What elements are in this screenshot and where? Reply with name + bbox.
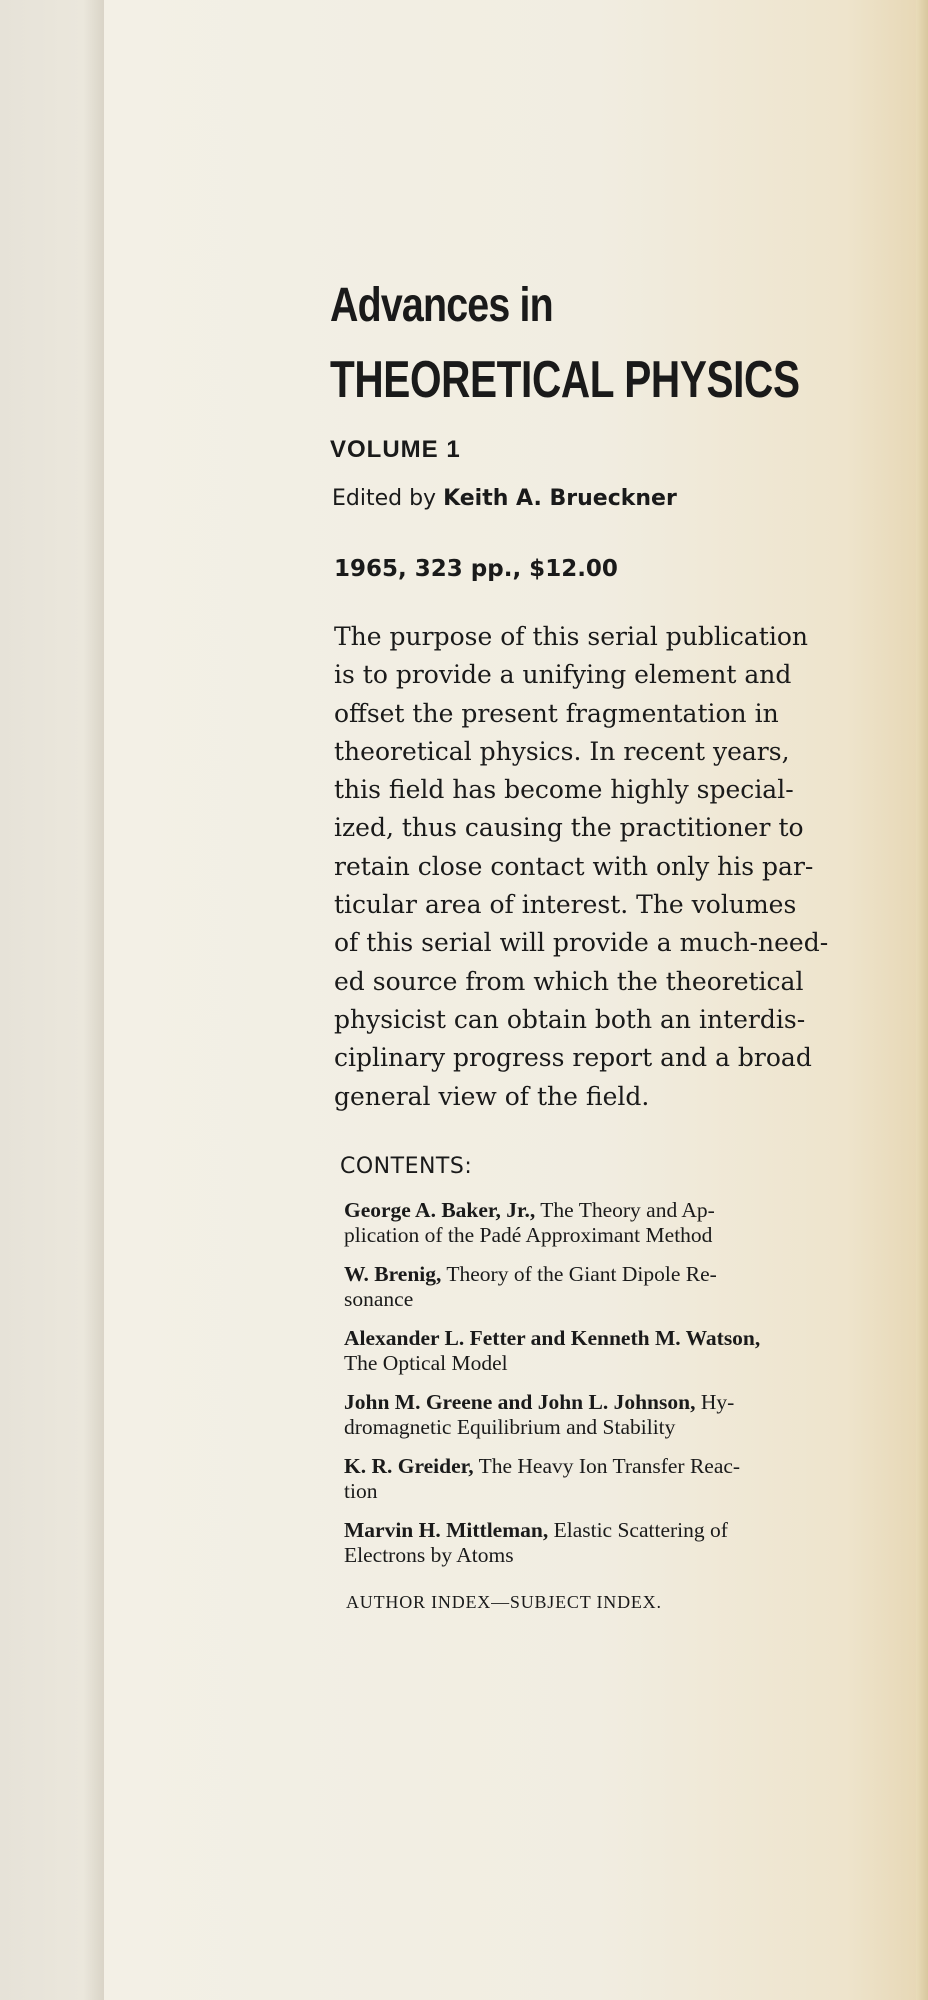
contents-entry-first-line (344, 1518, 928, 1543)
description-line: offset the present fragmentation in (334, 698, 779, 728)
contents-entry-continuation: dromagnetic Equilibrium and Stability (344, 1415, 676, 1439)
contents-entry-author: George A. Baker, Jr., (344, 1198, 536, 1222)
contents-entry (344, 1326, 928, 1376)
book-page (104, 0, 928, 2000)
contents-entry-first-line (344, 1454, 928, 1479)
contents-entry-title-start: The Heavy Ion Transfer Reac- (473, 1454, 741, 1478)
description-line: is to provide a unifying element and (334, 660, 792, 690)
description-line: ticular area of interest. The volumes (334, 890, 797, 920)
contents-entry-title-start: Hy- (695, 1390, 735, 1414)
description-line: theoretical physics. In recent years, (334, 736, 790, 766)
contents-entry (344, 1518, 928, 1568)
publication-info: 1965, 323 pp., $12.00 (334, 556, 618, 582)
description-line: retain close contact with only his par- (334, 851, 814, 881)
contents-entry-title-start: Elastic Scattering of (548, 1518, 728, 1542)
description-line: general view of the field. (334, 1081, 650, 1111)
description-paragraph (334, 618, 914, 1116)
series-subject: THEORETICAL PHYSICS (330, 351, 800, 409)
contents-entry-continuation: sonance (344, 1287, 414, 1311)
contents-entry-author: Alexander L. Fetter and Kenneth M. Watson, (344, 1326, 761, 1350)
contents-entry-author: Marvin H. Mittleman, (344, 1518, 549, 1542)
description-line: of this serial will provide a much-need- (334, 928, 829, 958)
contents-entry-continuation: plication of the Padé Approximant Method (344, 1223, 713, 1247)
contents-entry-author: W. Brenig, (344, 1262, 442, 1286)
description-line: physicist can obtain both an interdis- (334, 1004, 806, 1034)
editor-line (332, 486, 677, 511)
description-line: ed source from which the theoretical (334, 966, 804, 996)
series-title: Advances in (330, 279, 553, 332)
contents-entry-first-line (344, 1390, 928, 1415)
description-line: ciplinary progress report and a broad (334, 1043, 812, 1073)
facing-page-edge (0, 0, 104, 2000)
contents-entry-continuation: tion (344, 1479, 378, 1503)
contents-entry-author: John M. Greene and John L. Johnson, (344, 1390, 696, 1414)
editor-name: Keith A. Brueckner (443, 486, 677, 511)
contents-entry (344, 1198, 928, 1248)
contents-entry-title-start: Theory of the Giant Dipole Re- (441, 1262, 717, 1286)
contents-entry-author: K. R. Greider, (344, 1454, 474, 1478)
contents-entry (344, 1262, 928, 1312)
contents-entry (344, 1390, 928, 1440)
contents-entry-continuation: The Optical Model (344, 1351, 508, 1375)
contents-list (344, 1198, 928, 1582)
description-line: this field has become highly special- (334, 775, 794, 805)
description-line: ized, thus causing the practitioner to (334, 813, 804, 843)
contents-entry-title-start: The Theory and Ap- (535, 1198, 715, 1222)
index-line: AUTHOR INDEX—SUBJECT INDEX. (346, 1592, 662, 1612)
contents-entry-continuation: Electrons by Atoms (344, 1543, 514, 1567)
description-line: The purpose of this serial publication (334, 622, 808, 651)
volume-label: VOLUME 1 (330, 436, 461, 463)
contents-heading: CONTENTS: (340, 1154, 473, 1179)
contents-entry-first-line (344, 1326, 928, 1351)
contents-entry (344, 1454, 928, 1504)
editor-prefix: Edited by (332, 486, 437, 511)
contents-entry-first-line (344, 1198, 928, 1223)
contents-entry-first-line (344, 1262, 928, 1287)
page-right-edge (916, 0, 928, 2000)
